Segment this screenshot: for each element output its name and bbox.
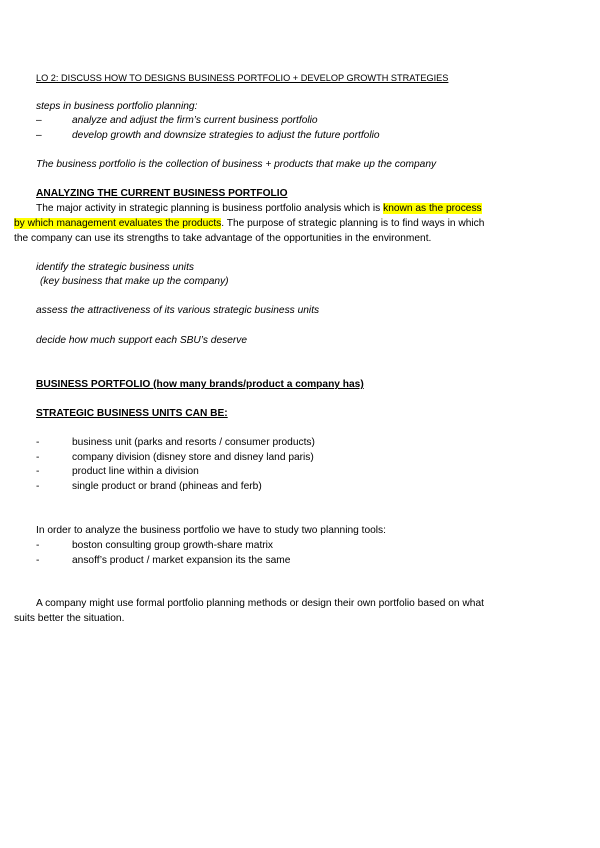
- sbu-item-1: business unit (parks and resorts / consumer products): [72, 437, 315, 448]
- assess-sbu: assess the attractiveness of its various strategic business units: [36, 305, 320, 316]
- portfolio-definition: The business portfolio is the collection of business + products that make up the company: [36, 159, 437, 170]
- business-portfolio-heading: BUSINESS PORTFOLIO (how many brands/product a company has): [36, 379, 364, 390]
- steps-dash-1: –: [36, 115, 42, 126]
- steps-item-1: analyze and adjust the firm’s current business portfolio: [72, 115, 318, 126]
- sbu-dash-1: -: [36, 437, 40, 448]
- analyzing-paragraph-line-1: [36, 202, 482, 215]
- sbu-dash-2: -: [36, 452, 40, 463]
- analyzing-paragraph-line-2: [14, 217, 484, 230]
- lo2-heading: LO 2: DISCUSS HOW TO DESIGNS BUSINESS PORTFOLIO + DEVELOP GROWTH STRATEGIES: [36, 73, 449, 83]
- analyzing-heading: ANALYZING THE CURRENT BUSINESS PORTFOLIO: [36, 188, 288, 199]
- tools-intro: In order to analyze the business portfolio we have to study two planning tools:: [36, 525, 386, 536]
- sbu-dash-3: -: [36, 466, 40, 477]
- analyzing-text-1: The major activity in strategic planning is business portfolio analysis which is: [36, 203, 384, 214]
- sbu-heading: STRATEGIC BUSINESS UNITS CAN BE:: [36, 408, 228, 419]
- steps-dash-2: –: [36, 130, 42, 141]
- closing-line-1: A company might use formal portfolio planning methods or design their own portfolio based on what: [36, 598, 484, 609]
- steps-intro: steps in business portfolio planning:: [36, 101, 198, 112]
- analyzing-text-2: . The purpose of strategic planning is to find ways in which: [221, 218, 485, 229]
- sbu-dash-4: -: [36, 481, 40, 492]
- tools-dash-2: -: [36, 555, 40, 566]
- tools-item-2: ansoff’s product / market expansion its the same: [72, 555, 291, 566]
- tools-item-1: boston consulting group growth-share matrix: [72, 540, 274, 551]
- tools-dash-1: -: [36, 540, 40, 551]
- sbu-item-4: single product or brand (phineas and ferb): [72, 481, 262, 492]
- sbu-item-2: company division (disney store and disney land paris): [72, 452, 314, 463]
- sbu-item-3: product line within a division: [72, 466, 199, 477]
- highlight-text-1: known as the process: [383, 203, 482, 214]
- identify-sbu: identify the strategic business units: [36, 262, 194, 273]
- identify-sbu-note: (key business that make up the company): [40, 276, 229, 287]
- analyzing-paragraph-line-3: the company can use its strengths to take advantage of the opportunities in the environment.: [14, 233, 432, 244]
- highlight-text-2: by which management evaluates the products: [14, 218, 222, 229]
- closing-line-2: suits better the situation.: [14, 613, 125, 624]
- steps-item-2: develop growth and downsize strategies to adjust the future portfolio: [72, 130, 380, 141]
- decide-support: decide how much support each SBU’s deserve: [36, 335, 248, 346]
